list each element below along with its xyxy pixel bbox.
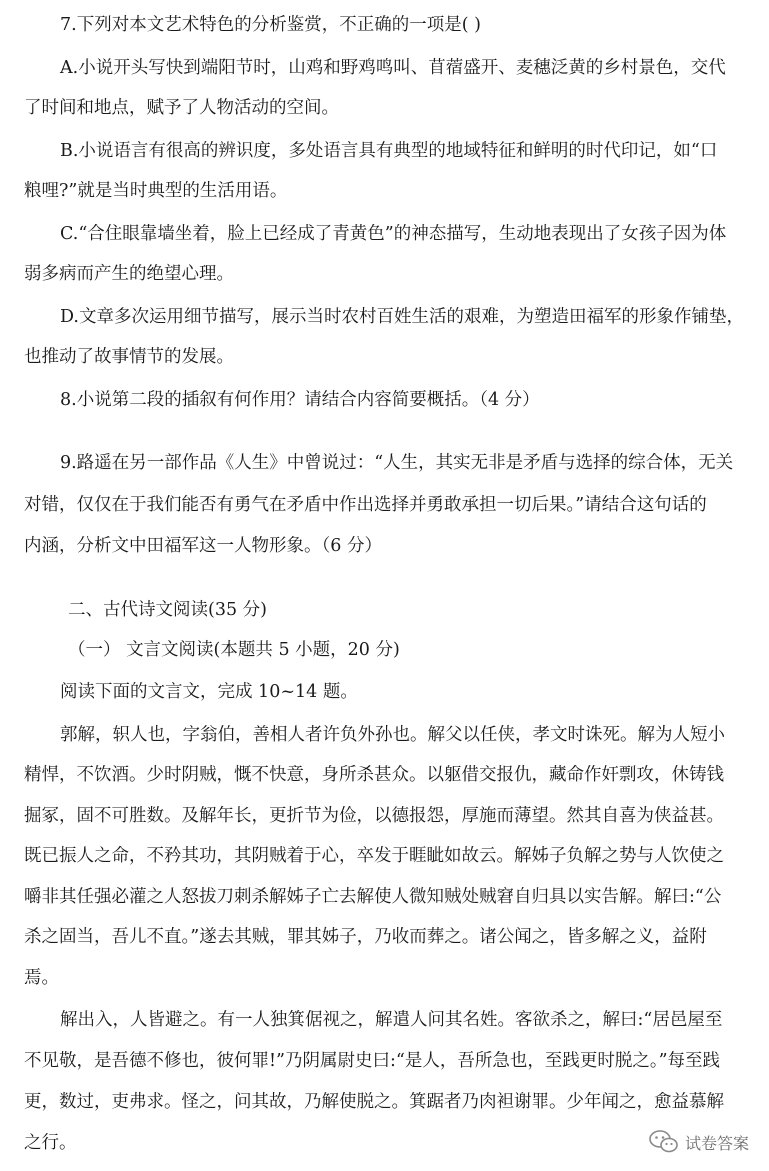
question-7-option-c: C.“合住眼靠墙坐着，脸上已经成了青黄色”的神态描写，生动地表现出了女孩子因为体	[60, 224, 727, 244]
question-7-stem: 7.下列对本文艺术特色的分析鉴赏，不正确的一项是( )	[60, 15, 481, 35]
passage-line: 郭解，轵人也，字翁伯，善相人者许负外孙也。解父以任侠，孝文时诛死。解为人短小	[60, 725, 725, 745]
passage-line: 杀之固当，吾儿不直。”遂去其贼，罪其姊子，乃收而葬之。诸公闻之，皆多解之义，益附	[24, 927, 707, 947]
passage-line: 更，数过，吏弗求。怪之，问其故，乃解使脱之。箕踞者乃肉袒谢罪。少年闻之，愈益慕解	[24, 1092, 724, 1112]
question-7-option-d: D.文章多次运用细节描写，展示当时农村百姓生活的艰难，为塑造田福军的形象作铺垫，	[60, 307, 744, 327]
question-9-cont-2: 内涵，分析文中田福军这一人物形象。（6 分）	[24, 536, 382, 556]
question-7-option-d-cont: 也推动了故事情节的发展。	[24, 347, 234, 367]
question-9-cont-1: 对错，仅仅在于我们能否有勇气在矛盾中作出选择并勇敢承担一切后果。”请结合这句话的	[24, 495, 707, 515]
question-8: 8.小说第二段的插叙有何作用？请结合内容简要概括。（4 分）	[60, 390, 540, 410]
reading-instruction: 阅读下面的文言文，完成 10~14 题。	[60, 682, 358, 702]
passage-line: 之行。	[24, 1133, 77, 1153]
passage-line: 掘冢，固不可胜数。及解年长，更折节为俭，以德报怨，厚施而薄望。然其自喜为侠益甚。	[24, 806, 724, 826]
passage-line: 精悍，不饮酒。少时阴贼，慨不快意，身所杀甚众。以躯借交报仇，藏命作奸剽攻，休铸钱	[24, 765, 724, 785]
question-7-option-a-cont: 了时间和地点，赋予了人物活动的空间。	[24, 98, 339, 118]
passage-line: 不见敬，是吾德不修也，彼何罪!”乃阴属尉史曰:“是人，吾所急也，至践更时脱之。”每至践	[24, 1051, 721, 1071]
question-9: 9.路遥在另一部作品《人生》中曾说过：“人生，其实无非是矛盾与选择的综合体，无关	[60, 453, 734, 473]
section-heading: 二、古代诗文阅读(35 分)	[68, 600, 267, 620]
question-7-option-b: B.小说语言有很高的辨识度，多处语言具有典型的地域特征和鲜明的时代印记，如“口	[60, 141, 718, 161]
watermark-text: 试卷答案	[684, 1133, 749, 1153]
passage-line: 嚼非其任强必灌之人怒拔刀刺杀解姊子亡去解使人微知贼处贼窘自归具以实告解。解曰:“公	[24, 887, 722, 907]
passage-line: 焉。	[24, 968, 59, 988]
question-7-option-c-cont: 弱多病而产生的绝望心理。	[24, 264, 234, 284]
wechat-icon	[649, 1129, 679, 1155]
passage-line: 解出入，人皆避之。有一人独箕倨视之，解遣人问其名姓。客欲杀之，解曰:“居邑屋至	[60, 1010, 723, 1030]
watermark	[649, 1129, 749, 1155]
passage-line: 既已振人之命，不矜其功，其阴贼着于心，卒发于睚眦如故云。解姊子负解之势与人饮使之	[24, 846, 724, 866]
question-7-option-a: A.小说开头写快到端阳节时，山鸡和野鸡鸣叫、苜蓿盛开、麦穗泛黄的乡村景色，交代	[60, 58, 726, 78]
subsection-heading: （一） 文言文阅读(本题共 5 小题，20 分)	[68, 640, 400, 660]
question-7-option-b-cont: 粮哩?”就是当时典型的生活用语。	[24, 181, 288, 201]
